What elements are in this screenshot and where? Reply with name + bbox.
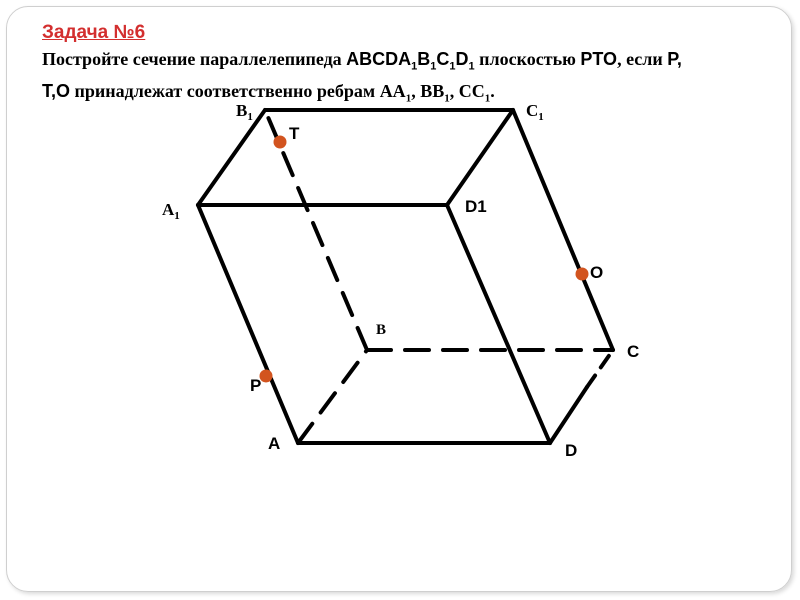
label-d: D: [565, 441, 578, 460]
point-p-marker: [260, 370, 273, 383]
label-o: O: [590, 263, 604, 282]
label-p: P: [250, 376, 262, 395]
edge-c-c1: [513, 110, 613, 350]
statement-rest: принадлежат соответственно ребрам: [70, 80, 380, 101]
statement-prefix: Постройте сечение параллелепипеда: [42, 49, 347, 69]
statement-mid: плоскостью: [474, 49, 581, 69]
point-t-marker: [274, 136, 287, 149]
label-c1: $C_1$: [526, 101, 544, 123]
plane-name: PTO: [580, 49, 618, 69]
edge-a1-b1: [198, 110, 265, 205]
edge-c-d-dashed: [587, 350, 613, 387]
edge-d-d1: [447, 205, 550, 443]
points-to-ref: T,O: [42, 80, 71, 101]
task-title: Задача №6: [42, 22, 146, 43]
label-b: B: [376, 322, 387, 338]
point-p-ref: P,: [667, 49, 682, 69]
label-a1: $A_1$: [162, 200, 180, 222]
label-t: T: [289, 124, 300, 143]
label-c: C: [627, 342, 640, 361]
edges-list: $AA_1$, $BB_1$, $CC_1$.: [379, 80, 495, 105]
edge-c1-d1: [447, 110, 513, 205]
edge-c-d-solid: [550, 387, 587, 443]
statement-middle: , если: [617, 49, 668, 69]
edge-a-b-hidden: [298, 350, 367, 443]
edge-a-a1: [198, 205, 298, 443]
label-a: A: [268, 434, 281, 453]
label-d1: D1: [465, 197, 487, 216]
point-o-marker: [576, 268, 589, 281]
figure-name: $ABCDA_1B_1C_1D_1$: [346, 49, 475, 73]
label-b1: $B_1$: [236, 101, 253, 123]
